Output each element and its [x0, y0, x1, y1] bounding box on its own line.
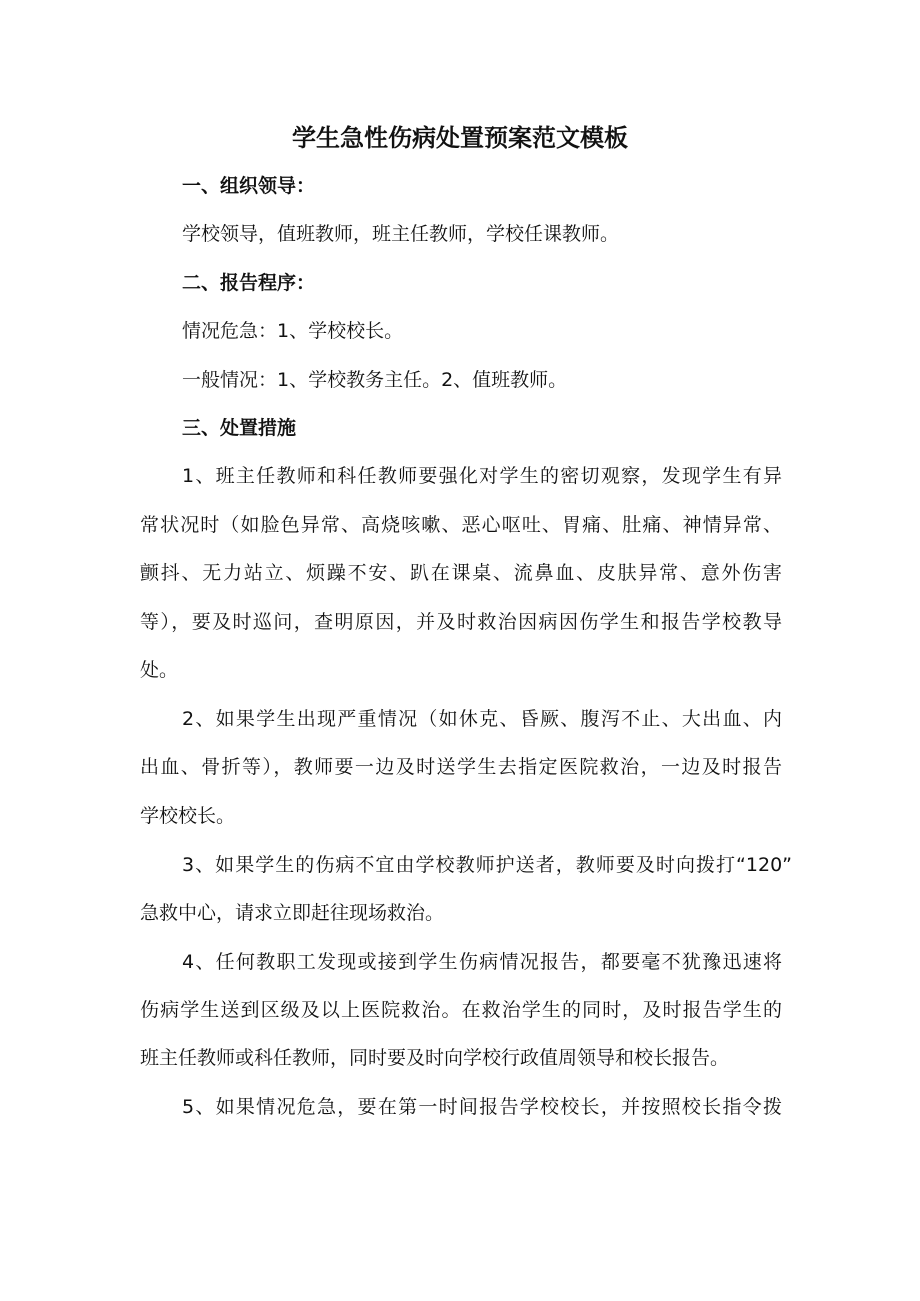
paragraph-line: 4、任何教职工发现或接到学生伤病情况报告，都要毫不犹豫迅速将 — [182, 951, 782, 973]
paragraph-line: 1、班主任教师和科任教师要强化对学生的密切观察，发现学生有异 — [182, 465, 782, 487]
paragraph-line: 急救中心，请求立即赶往现场救治。 — [140, 902, 445, 924]
paragraph-line: 班主任教师或科任教师，同时要及时向学校行政值周领导和校长报告。 — [140, 1047, 730, 1069]
paragraph-line: 3、如果学生的伤病不宜由学校教师护送者，教师要及时向拨打“120” — [182, 854, 792, 876]
paragraph-line: 学校校长。 — [140, 805, 236, 827]
document-title: 学生急性伤病处置预案范文模板 — [292, 124, 628, 152]
section-heading-report-procedure: 二、报告程序： — [182, 272, 316, 294]
paragraph-line: 常状况时（如脸色异常、高烧咳嗽、恶心呕吐、胃痛、肚痛、神情异常、 — [140, 514, 782, 536]
section-text-line: 一般情况：1、学校教务主任。2、值班教师。 — [182, 369, 568, 391]
paragraph-line: 5、如果情况危急，要在第一时间报告学校校长，并按照校长指令拨 — [182, 1096, 782, 1118]
paragraph-line: 处。 — [140, 659, 179, 681]
section-text-line: 情况危急：1、学校校长。 — [182, 320, 404, 342]
paragraph-line: 出血、骨折等），教师要一边及时送学生去指定医院救治，一边及时报告 — [140, 756, 782, 778]
paragraph-line: 颤抖、无力站立、烦躁不安、趴在课桌、流鼻血、皮肤异常、意外伤害 — [140, 562, 782, 584]
paragraph-line: 2、如果学生出现严重情况（如休克、昏厥、腹泻不止、大出血、内 — [182, 708, 782, 730]
section-text-line: 学校领导，值班教师，班主任教师，学校任课教师。 — [182, 223, 620, 245]
paragraph-line: 等），要及时巡问，查明原因，并及时救治因病因伤学生和报告学校教导 — [140, 611, 782, 633]
paragraph-line: 伤病学生送到区级及以上医院救治。在救治学生的同时，及时报告学生的 — [140, 999, 782, 1021]
section-heading-organization: 一、组织领导： — [182, 175, 316, 197]
section-heading-measures: 三、处置措施 — [182, 417, 297, 439]
